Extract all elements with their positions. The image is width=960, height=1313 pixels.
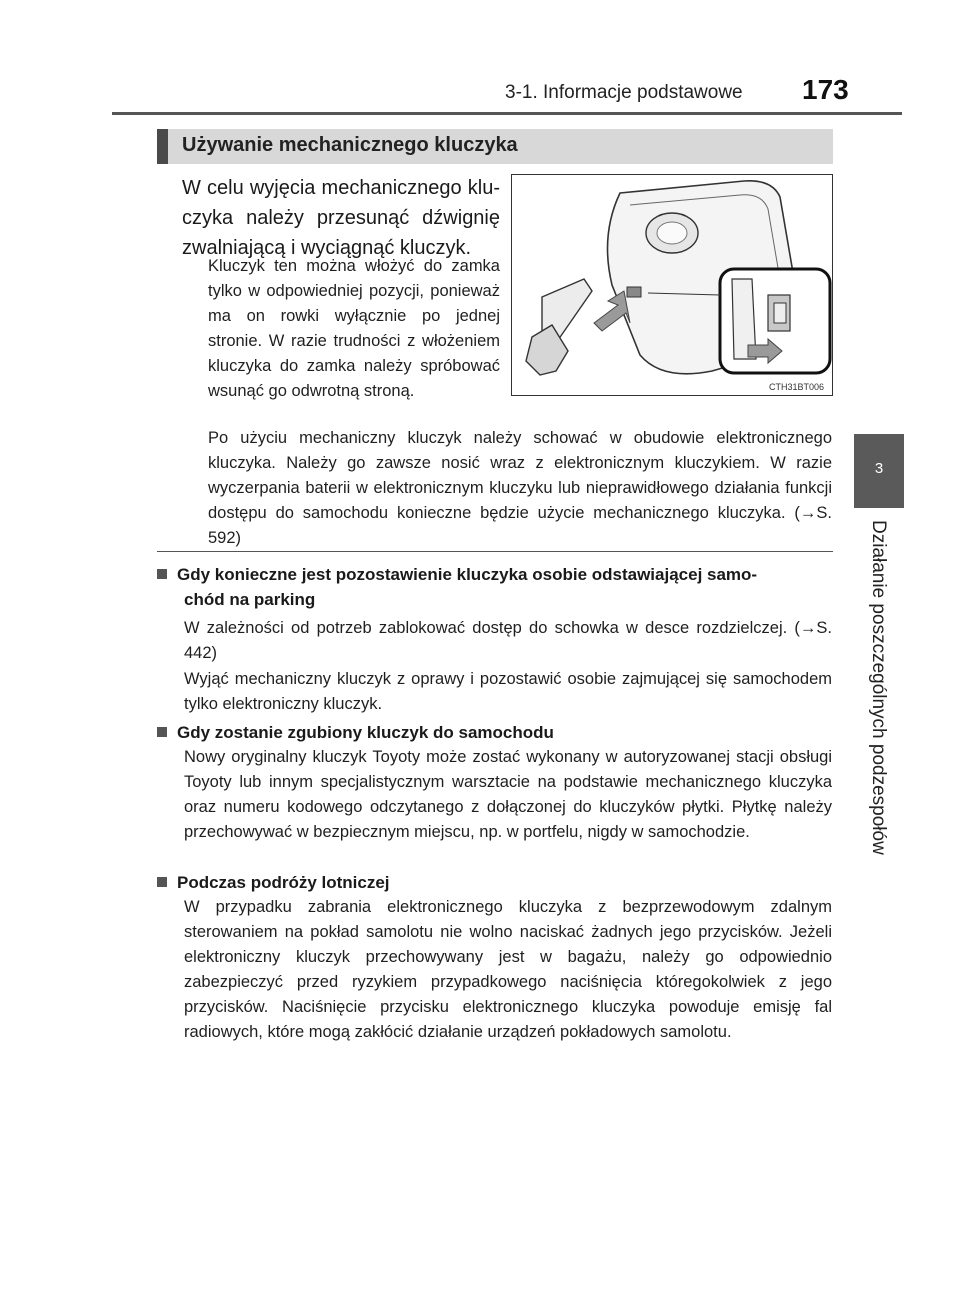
- chapter-number: 3: [874, 460, 884, 477]
- note-heading-lost-key: Gdy zostanie zgubiony kluczyk do samochodu: [157, 720, 833, 745]
- square-bullet-icon: [157, 727, 167, 737]
- lead-line-3: zwalniającą i wyciągnąć kluczyk.: [182, 237, 472, 259]
- header-rule: [112, 112, 902, 115]
- note-valet-body-2: Wyjąć mechaniczny kluczyk z oprawy i pozostawić osobie zajmującej się samochodem tylko elektroniczny kluczyk.: [184, 670, 832, 713]
- note-heading-air-travel: Podczas podróży lotniczej: [157, 870, 833, 895]
- release-lever-icon: [627, 287, 641, 297]
- chapter-tab: [854, 434, 904, 508]
- after-use-paragraph: Po użyciu mechaniczny kluczyk należy schować w obudowie elektronicznego kluczyka. Należy go zawsze nosić wraz z elektronicznym kluczykiem. W razie wyczerpania baterii w elektronicznym kluczyku lub nieprawidłowego działania funkcji dostępu do samochodu konieczne będzie użycie mechanicznego kluczyka. (→S. 592): [208, 429, 832, 547]
- note-valet-body-1: W zależności od potrzeb zablokować dostęp do schowka w desce rozdzielczej. (→S. 442): [184, 619, 832, 662]
- square-bullet-icon: [157, 569, 167, 579]
- key-illustration: [511, 174, 833, 396]
- chapter-label: Działanie poszczególnych podzespołów: [868, 520, 889, 855]
- section-heading: [157, 129, 833, 164]
- square-bullet-icon: [157, 877, 167, 887]
- section-divider: [157, 551, 833, 552]
- lead-line-1: W celu wyjęcia mechanicznego klu-: [182, 177, 500, 199]
- section-heading-text: Używanie mechanicznego kluczyka: [182, 134, 518, 156]
- pull-arrow-icon: [594, 291, 630, 331]
- figure-code: CTH31BT006: [768, 382, 824, 392]
- page-number: 173: [802, 74, 849, 105]
- key-drawing: [512, 175, 834, 397]
- lead-text: [182, 173, 500, 263]
- key-insert-paragraph: Kluczyk ten można włożyć do zamka tylko w odpowiedniej pozycji, ponieważ ma on rowki wyłącznie po jednej stronie. W razie trudności z włożeniem kluczyka do zamka należy spróbować wsunąć go odwrotną stroną.: [208, 257, 500, 400]
- lead-line-2: czyka należy przesunąć dźwignię: [182, 207, 500, 229]
- note-air-travel-body: W przypadku zabrania elektronicznego kluczyka z bezprzewodowym zdalnym sterowaniem na pokład samolotu nie wolno naciskać żadnych jego przycisków. Jeżeli elektroniczny kluczyk przechowywany jest w bagażu, należy go odpowiednio zabezpieczyć przed ryzykiem przypadkowego naciśnięcia któregokolwiek z jego przycisków. Naciśnięcie przycisku elektronicznego kluczyka powoduje emisję fal radiowych, które mogą zakłócić działanie urządzeń pokładowych samolotu.: [184, 898, 832, 1041]
- header-section-title: 3-1. Informacje podstawowe: [505, 82, 743, 103]
- note-lost-key-body: Nowy oryginalny kluczyk Toyoty może zostać wykonany w autoryzowanej stacji obsługi Toyoty lub innym specjalistycznym warsztacie na podstawie mechanicznego kluczyka oraz numeru kodowego odczytanego z dołączonej do kluczyków płytki. Płytkę należy przechowywać w bezpiecznym miejscu, np. w portfelu, nigdy w samochodzie.: [184, 748, 832, 841]
- note-heading-valet: Gdy konieczne jest pozostawienie kluczyka osobie odstawiającej samo- chód na parking: [157, 562, 833, 612]
